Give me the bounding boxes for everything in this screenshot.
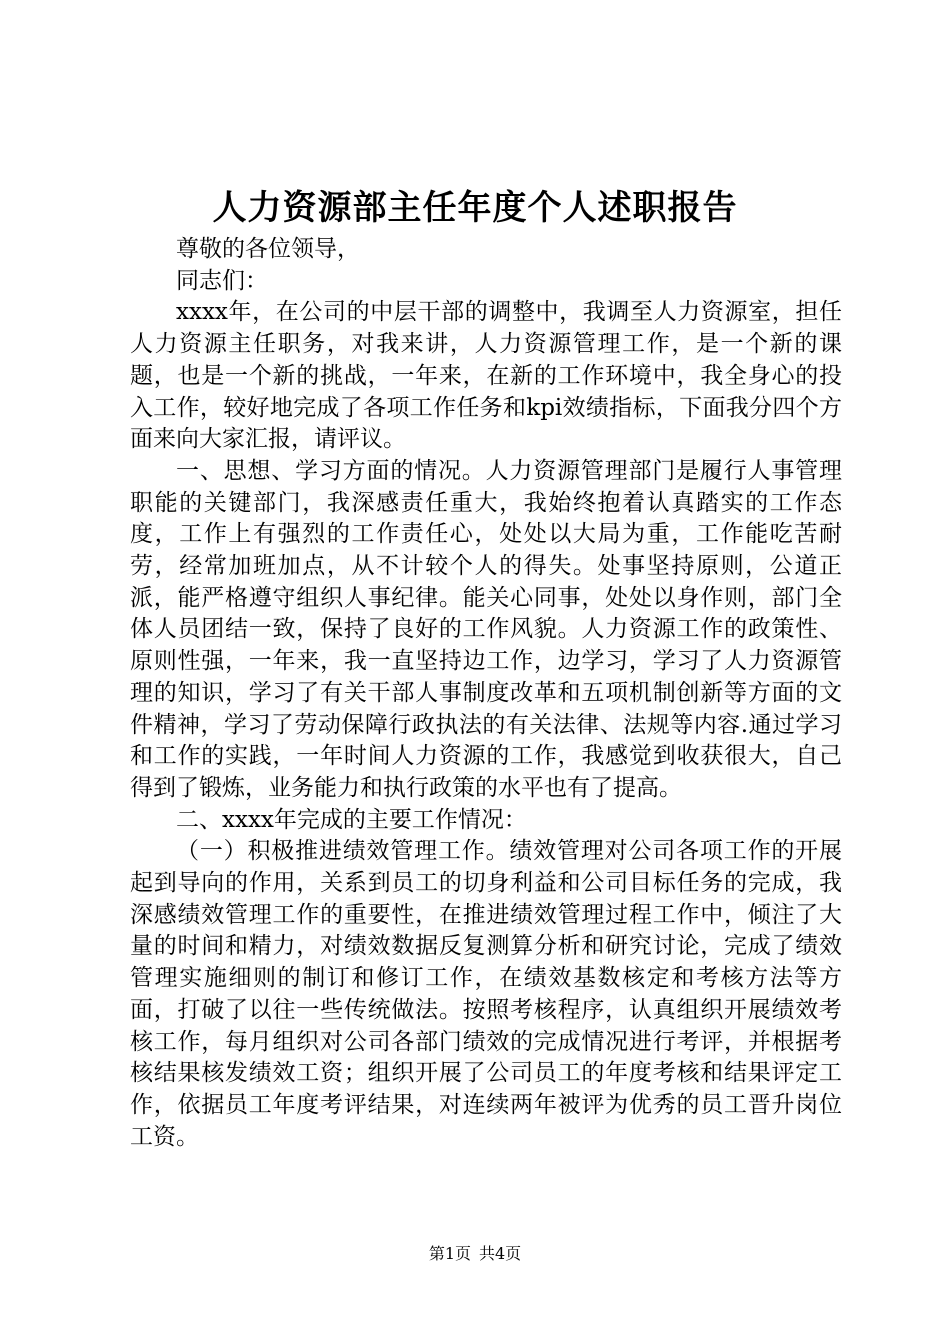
page-number: 第1页 [428, 1244, 471, 1263]
paragraph-section-1: 一、思想、学习方面的情况。人力资源管理部门是履行人事管理职能的关键部门，我深感责任重大，我始终抱着认真踏实的工作态度，工作上有强烈的工作责任心，处处以大局为重，工作能吃苦耐劳，经常加班加点，从不计较个人的得失。处事坚持原则，公道正派，能严格遵守组织人事纪律。能关心同事，处处以身作则，部门全体人员团结一致，保持了良好的工作风貌。人力资源工作的政策性、原则性强，一年来，我一直坚持边工作，边学习，学习了人力资源管理的知识，学习了有关干部人事制度改革和五项机制创新等方面的文件精神，学习了劳动保障行政执法的有关法律、法规等内容.通过学习和工作的实践，一年时间人力资源的工作，我感觉到收获很大，自己得到了锻炼，业务能力和执行政策的水平也有了提高。 [130, 457, 842, 801]
paragraph-section-2-1: （一）积极推进绩效管理工作。绩效管理对公司各项工作的开展起到导向的作用，关系到员工的切身利益和公司目标任务的完成，我深感绩效管理工作的重要性，在推进绩效管理过程工作中，倾注了大量的时间和精力，对绩效数据反复测算分析和研究讨论，完成了绩效管理实施细则的制订和修订工作，在绩效基数核定和考核方法等方面，打破了以往一些传统做法。按照考核程序，认真组织开展绩效考核工作，每月组织对公司各部门绩效的完成情况进行考评，并根据考核结果核发绩效工资；组织开展了公司员工的年度考核和结果评定工作，依据员工年度考评结果，对连续两年被评为优秀的员工晋升岗位工资。 [130, 838, 842, 1150]
document-title: 人力资源部主任年度个人述职报告 [212, 188, 738, 228]
document-body [130, 234, 842, 1153]
page-total: 共4页 [479, 1244, 522, 1263]
paragraph-intro: xxxx年，在公司的中层干部的调整中，我调至人力资源室，担任人力资源主任职务，对我来讲，人力资源管理工作，是一个新的课题，也是一个新的挑战，一年来，在新的工作环境中，我全身心的投入工作，较好地完成了各项工作任务和kpi效绩指标，下面我分四个方面来向大家汇报，请评议。 [130, 299, 842, 453]
salutation-comrades: 同志们： [176, 267, 268, 294]
page-footer [0, 1243, 950, 1265]
paragraph-section-2-heading: 二、xxxx年完成的主要工作情况： [176, 806, 527, 833]
salutation-leaders: 尊敬的各位领导， [176, 236, 360, 262]
